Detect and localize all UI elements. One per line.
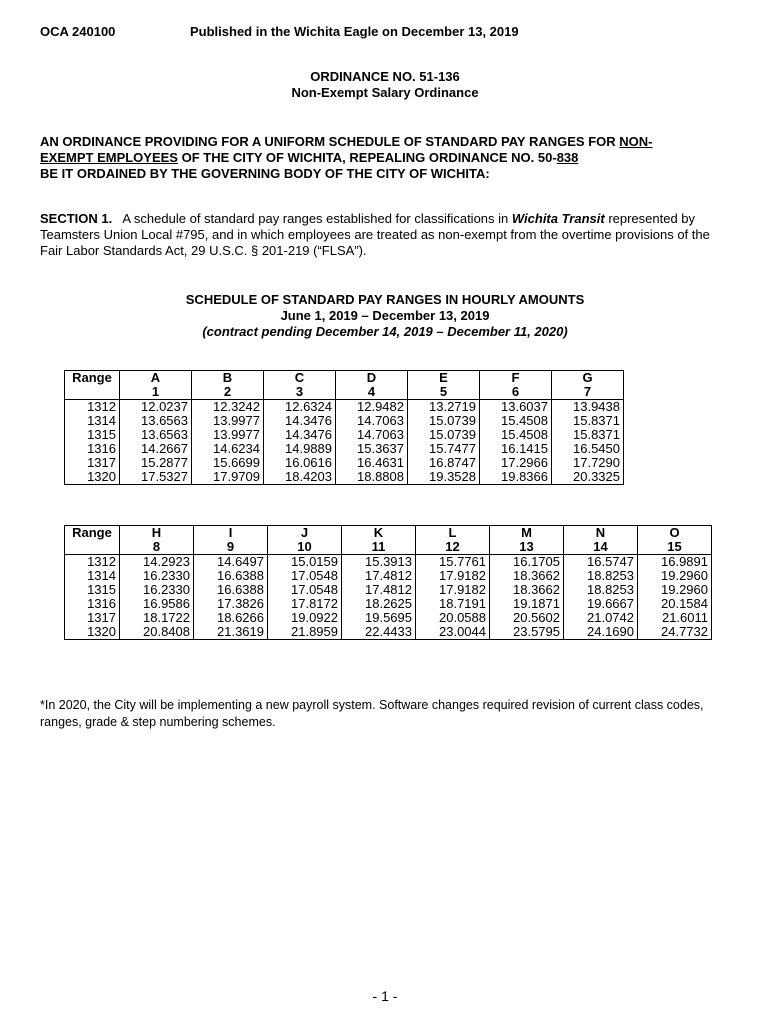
pay-rate-cell: 19.5695 xyxy=(342,611,416,625)
range-code-cell: 1315 xyxy=(65,428,120,442)
pay-rate-cell: 18.4203 xyxy=(264,470,336,485)
pay-rate-cell: 15.4508 xyxy=(480,428,552,442)
pay-rate-cell: 19.3528 xyxy=(408,470,480,485)
range-code-cell: 1320 xyxy=(65,625,120,640)
table-row xyxy=(65,442,624,456)
step-letter-header: E xyxy=(408,371,480,386)
ordinance-heading xyxy=(0,69,770,101)
pay-rate-cell: 12.0237 xyxy=(120,400,192,415)
preamble-text: OF THE CITY OF WICHITA, REPEALING ORDINANCE NO. 50- xyxy=(177,150,557,165)
pay-rate-cell: 19.1871 xyxy=(490,597,564,611)
pay-rate-cell: 18.7191 xyxy=(416,597,490,611)
step-letter-header: O xyxy=(638,526,712,541)
step-letter-header: J xyxy=(268,526,342,541)
pay-rate-cell: 14.6234 xyxy=(192,442,264,456)
pay-rate-cell: 12.3242 xyxy=(192,400,264,415)
pay-rate-cell: 15.3913 xyxy=(342,555,416,570)
pay-rate-cell: 18.2625 xyxy=(342,597,416,611)
table-row xyxy=(65,470,624,485)
range-column-header: Range xyxy=(65,371,120,400)
pay-rate-cell: 24.7732 xyxy=(638,625,712,640)
pay-rate-cell: 16.4631 xyxy=(336,456,408,470)
pay-rate-cell: 17.8172 xyxy=(268,597,342,611)
pay-rate-cell: 14.3476 xyxy=(264,428,336,442)
page-number: - 1 - xyxy=(372,988,398,1004)
range-column-header: Range xyxy=(65,526,120,555)
table-header-row xyxy=(65,526,712,541)
step-number-header: 4 xyxy=(336,385,408,400)
pay-rate-cell: 16.9891 xyxy=(638,555,712,570)
step-number-header: 3 xyxy=(264,385,336,400)
pay-rate-cell: 18.1722 xyxy=(120,611,194,625)
range-code-cell: 1316 xyxy=(65,442,120,456)
pay-rate-cell: 13.6563 xyxy=(120,414,192,428)
table-row xyxy=(65,583,712,597)
pay-rate-cell: 17.9709 xyxy=(192,470,264,485)
pay-rate-cell: 21.8959 xyxy=(268,625,342,640)
step-number-header: 9 xyxy=(194,540,268,555)
range-code-cell: 1317 xyxy=(65,456,120,470)
pay-rate-cell: 21.3619 xyxy=(194,625,268,640)
pay-rate-cell: 20.3325 xyxy=(552,470,624,485)
ordinance-preamble xyxy=(40,134,730,182)
pay-rate-cell: 17.3826 xyxy=(194,597,268,611)
pay-rate-cell: 16.5450 xyxy=(552,442,624,456)
step-number-header: 8 xyxy=(120,540,194,555)
range-code-cell: 1320 xyxy=(65,470,120,485)
section-1-paragraph xyxy=(40,211,730,259)
step-letter-header: F xyxy=(480,371,552,386)
step-letter-header: I xyxy=(194,526,268,541)
section-1-text-end: represented by Teamsters Union Local #795, and in which employees are treated as non-exempt from the overtime provisions of the Fair Labor Standards Act, 29 U.S.C. § 201-219 (“FLSA”). xyxy=(40,211,710,258)
table-row xyxy=(65,414,624,428)
step-letter-header: A xyxy=(120,371,192,386)
pay-rate-cell: 13.2719 xyxy=(408,400,480,415)
pay-rate-cell: 15.7761 xyxy=(416,555,490,570)
pay-rate-cell: 16.1705 xyxy=(490,555,564,570)
header-publication: Published in the Wichita Eagle on December 13, 2019 xyxy=(190,24,519,39)
pay-rate-cell: 14.6497 xyxy=(194,555,268,570)
section-1-text: A schedule of standard pay ranges established for classifications in xyxy=(112,211,512,226)
pay-rate-cell: 20.1584 xyxy=(638,597,712,611)
step-number-header: 14 xyxy=(564,540,638,555)
pay-rate-cell: 15.3637 xyxy=(336,442,408,456)
pay-rate-cell: 12.6324 xyxy=(264,400,336,415)
pay-rate-cell: 19.2960 xyxy=(638,583,712,597)
pay-rate-cell: 15.8371 xyxy=(552,414,624,428)
pay-rate-cell: 17.0548 xyxy=(268,569,342,583)
pay-table-steps-8-15 xyxy=(64,525,712,640)
pay-rate-cell: 14.2667 xyxy=(120,442,192,456)
pay-rate-cell: 16.5747 xyxy=(564,555,638,570)
step-letter-header: M xyxy=(490,526,564,541)
table-step-row xyxy=(65,385,624,400)
section-1-emphasis: Wichita Transit xyxy=(511,211,605,226)
step-letter-header: B xyxy=(192,371,264,386)
step-letter-header: G xyxy=(552,371,624,386)
step-number-header: 10 xyxy=(268,540,342,555)
step-letter-header: N xyxy=(564,526,638,541)
pay-rate-cell: 15.7477 xyxy=(408,442,480,456)
pay-rate-cell: 15.6699 xyxy=(192,456,264,470)
range-code-cell: 1317 xyxy=(65,611,120,625)
pay-rate-cell: 19.2960 xyxy=(638,569,712,583)
pay-rate-cell: 17.4812 xyxy=(342,569,416,583)
pay-rate-cell: 14.9889 xyxy=(264,442,336,456)
pay-rate-cell: 15.8371 xyxy=(552,428,624,442)
pay-rate-cell: 15.0159 xyxy=(268,555,342,570)
pay-rate-cell: 15.4508 xyxy=(480,414,552,428)
table-step-row xyxy=(65,540,712,555)
preamble-underlined: NON- xyxy=(619,134,653,149)
table-row xyxy=(65,611,712,625)
pay-rate-cell: 21.0742 xyxy=(564,611,638,625)
pay-rate-cell: 13.9438 xyxy=(552,400,624,415)
pay-rate-cell: 15.0739 xyxy=(408,428,480,442)
range-code-cell: 1316 xyxy=(65,597,120,611)
section-1-label: SECTION 1. xyxy=(40,211,113,226)
step-letter-header: L xyxy=(416,526,490,541)
pay-rate-cell: 21.6011 xyxy=(638,611,712,625)
pay-rate-cell: 15.0739 xyxy=(408,414,480,428)
pay-rate-cell: 20.5602 xyxy=(490,611,564,625)
pay-rate-cell: 16.2330 xyxy=(120,583,194,597)
pay-rate-cell: 13.6563 xyxy=(120,428,192,442)
step-number-header: 15 xyxy=(638,540,712,555)
pay-rate-cell: 16.1415 xyxy=(480,442,552,456)
step-letter-header: K xyxy=(342,526,416,541)
ordinance-subtitle: Non-Exempt Salary Ordinance xyxy=(291,85,479,100)
pay-rate-cell: 19.0922 xyxy=(268,611,342,625)
footnote: *In 2020, the City will be implementing a new payroll system. Software changes required revision of current class codes, ranges, grade & step numbering schemes. xyxy=(40,698,704,729)
pay-rate-cell: 18.6266 xyxy=(194,611,268,625)
pay-rate-cell: 16.9586 xyxy=(120,597,194,611)
preamble-line-2 xyxy=(40,150,730,166)
step-number-header: 5 xyxy=(408,385,480,400)
pay-rate-cell: 17.2966 xyxy=(480,456,552,470)
pay-rate-cell: 18.8808 xyxy=(336,470,408,485)
pay-rate-cell: 12.9482 xyxy=(336,400,408,415)
preamble-line-3: BE IT ORDAINED BY THE GOVERNING BODY OF THE CITY OF WICHITA: xyxy=(40,166,490,181)
pay-rate-cell: 14.7063 xyxy=(336,428,408,442)
step-number-header: 11 xyxy=(342,540,416,555)
pay-rate-cell: 22.4433 xyxy=(342,625,416,640)
pay-rate-cell: 17.7290 xyxy=(552,456,624,470)
pay-rate-cell: 18.8253 xyxy=(564,583,638,597)
table-row xyxy=(65,428,624,442)
pay-rate-cell: 24.1690 xyxy=(564,625,638,640)
step-number-header: 1 xyxy=(120,385,192,400)
pay-rate-cell: 16.2330 xyxy=(120,569,194,583)
pay-rate-cell: 19.6667 xyxy=(564,597,638,611)
schedule-heading xyxy=(0,292,770,340)
step-number-header: 12 xyxy=(416,540,490,555)
pay-rate-cell: 13.9977 xyxy=(192,414,264,428)
step-number-header: 7 xyxy=(552,385,624,400)
pay-rate-cell: 15.2877 xyxy=(120,456,192,470)
pay-rate-cell: 17.5327 xyxy=(120,470,192,485)
pay-rate-cell: 23.0044 xyxy=(416,625,490,640)
table-row xyxy=(65,555,712,570)
pay-rate-cell: 14.2923 xyxy=(120,555,194,570)
schedule-dates: June 1, 2019 – December 13, 2019 xyxy=(280,308,490,323)
range-code-cell: 1312 xyxy=(65,555,120,570)
step-letter-header: D xyxy=(336,371,408,386)
step-number-header: 2 xyxy=(192,385,264,400)
preamble-underlined: EXEMPT EMPLOYEES xyxy=(40,150,178,165)
pay-rate-cell: 18.8253 xyxy=(564,569,638,583)
pay-rate-cell: 13.9977 xyxy=(192,428,264,442)
pay-rate-cell: 19.8366 xyxy=(480,470,552,485)
table-row xyxy=(65,625,712,640)
pay-rate-cell: 16.8747 xyxy=(408,456,480,470)
preamble-underlined: 838 xyxy=(556,150,579,165)
table-row xyxy=(65,569,712,583)
pay-rate-cell: 17.9182 xyxy=(416,583,490,597)
ordinance-number: ORDINANCE NO. 51-136 xyxy=(310,69,460,84)
step-number-header: 13 xyxy=(490,540,564,555)
preamble-line-1 xyxy=(40,134,730,150)
pay-rate-cell: 18.3662 xyxy=(490,569,564,583)
range-code-cell: 1315 xyxy=(65,583,120,597)
pay-rate-cell: 18.3662 xyxy=(490,583,564,597)
pay-rate-cell: 14.3476 xyxy=(264,414,336,428)
pay-rate-cell: 17.0548 xyxy=(268,583,342,597)
pay-rate-cell: 13.6037 xyxy=(480,400,552,415)
step-number-header: 6 xyxy=(480,385,552,400)
range-code-cell: 1312 xyxy=(65,400,120,415)
pay-rate-cell: 20.8408 xyxy=(120,625,194,640)
pay-rate-cell: 17.9182 xyxy=(416,569,490,583)
schedule-contract-note: (contract pending December 14, 2019 – December 11, 2020) xyxy=(202,324,568,339)
preamble-text: AN ORDINANCE PROVIDING FOR A UNIFORM SCHEDULE OF STANDARD PAY RANGES FOR xyxy=(40,134,620,149)
table-row xyxy=(65,456,624,470)
step-letter-header: H xyxy=(120,526,194,541)
pay-table-steps-1-7 xyxy=(64,370,624,485)
schedule-title: SCHEDULE OF STANDARD PAY RANGES IN HOURLY AMOUNTS xyxy=(185,292,585,307)
pay-rate-cell: 16.0616 xyxy=(264,456,336,470)
pay-rate-cell: 20.0588 xyxy=(416,611,490,625)
table-header-row xyxy=(65,371,624,386)
pay-rate-cell: 14.7063 xyxy=(336,414,408,428)
pay-rate-cell: 23.5795 xyxy=(490,625,564,640)
table-row xyxy=(65,597,712,611)
range-code-cell: 1314 xyxy=(65,414,120,428)
range-code-cell: 1314 xyxy=(65,569,120,583)
pay-rate-cell: 16.6388 xyxy=(194,583,268,597)
pay-rate-cell: 16.6388 xyxy=(194,569,268,583)
table-row xyxy=(65,400,624,415)
pay-rate-cell: 17.4812 xyxy=(342,583,416,597)
step-letter-header: C xyxy=(264,371,336,386)
header-oca-number: OCA 240100 xyxy=(40,24,116,39)
